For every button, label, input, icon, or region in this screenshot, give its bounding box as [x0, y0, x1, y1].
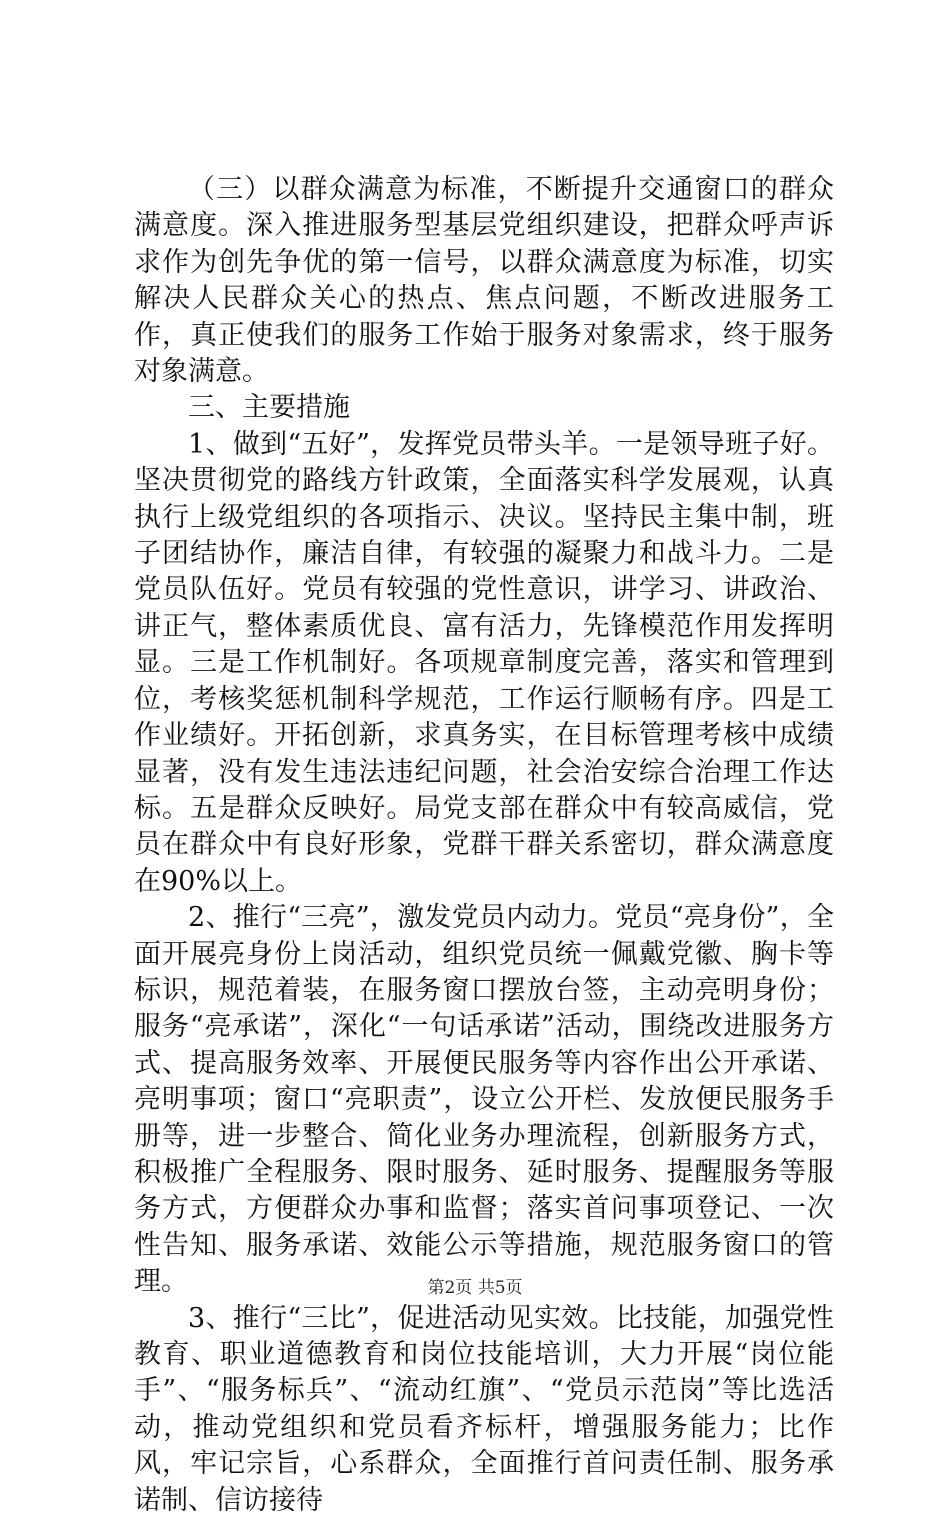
heading-main-measures: 三、主要措施	[188, 392, 350, 424]
page-number-footer: 第2页 共5页	[427, 1278, 523, 1298]
paragraph-measure-five-goods: 1、做到“五好”，发挥党员带头羊。一是领导班子好。坚决贯彻党的路线方针政策，全面落实科学发展观，认真执行上级党组织的各项指示、决议。坚持民主集中制，班子团结协作，廉洁自律，有较强的凝聚力和战斗力。二是党员队伍好。党员有较强的党性意识，讲学习、讲政治、讲正气，整体素质优良、富有活力，先锋模范作用发挥明显。三是工作机制好。各项规章制度完善，落实和管理到位，考核奖惩机制科学规范，工作运行顺畅有序。四是工作业绩好。开拓创新，求真务实，在目标管理考核中成绩显著，没有发生违法违纪问题，社会治安综合治理工作达标。五是群众反映好。局党支部在群众中有较高威信，党员在群众中有良好形象，党群干群关系密切，群众满意度在90%以上。	[134, 428, 834, 897]
paragraph-measure-three-comparisons: 3、推行“三比”，促进活动见实效。比技能，加强党性教育、职业道德教育和岗位技能培训，大力开展“岗位能手”、“服务标兵”、“流动红旗”、“党员示范岗”等比选活动，推动党组织和党员看齐标杆，增强服务能力；比作风，牢记宗旨，心系群众，全面推行首问责任制、服务承诺制、信访接待	[134, 1302, 834, 1516]
paragraph-measure-three-shows: 2、推行“三亮”，激发党员内动力。党员“亮身份”，全面开展亮身份上岗活动，组织党员统一佩戴党徽、胸卡等标识，规范着装，在服务窗口摆放台签，主动亮明身份；服务“亮承诺”，深化“一句话承诺”活动，围绕改进服务方式、提高服务效率、开展便民服务等内容作出公开承诺、亮明事项；窗口“亮职责”，设立公开栏、发放便民服务手册等，进一步整合、简化业务办理流程，创新服务方式，积极推广全程服务、限时服务、延时服务、提醒服务等服务方式，方便群众办事和监督；落实首问事项登记、一次性告知、服务承诺、效能公示等措施，规范服务窗口的管理。	[134, 902, 834, 1298]
document-body	[134, 172, 834, 1519]
paragraph-section-three-goal: （三）以群众满意为标准，不断提升交通窗口的群众满意度。深入推进服务型基层党组织建设，把群众呼声诉求作为创先争优的第一信号，以群众满意度为标准，切实解决人民群众关心的热点、焦点问题，不断改进服务工作，真正使我们的服务工作始于服务对象需求，终于服务对象满意。	[134, 174, 834, 388]
